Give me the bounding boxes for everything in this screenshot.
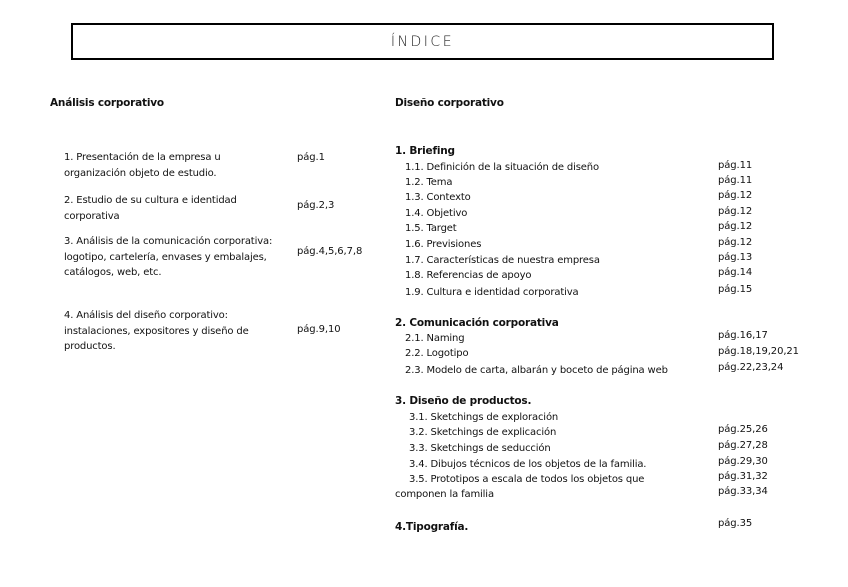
briefing-item-page: pág.12 <box>718 237 753 248</box>
left-item-1-page: pág.1 <box>297 152 325 163</box>
comunicacion-item-page: pág.22,23,24 <box>718 362 784 373</box>
section-comunicacion-title: 2. Comunicación corporativa <box>395 317 559 329</box>
briefing-item-page: pág.14 <box>718 267 753 278</box>
productos-item-page: pág.29,30 <box>718 456 768 467</box>
briefing-item-text: 1.1. Definición de la situación de diseño <box>405 162 599 173</box>
productos-item-page: pág.27,28 <box>718 440 768 451</box>
comunicacion-item-page: pág.18,19,20,21 <box>718 346 799 357</box>
comunicacion-item-page: pág.16,17 <box>718 330 768 341</box>
briefing-item-page: pág.13 <box>718 252 753 263</box>
left-item-1-text: 1. Presentación de la empresa u organización objeto de estudio. <box>64 152 221 179</box>
productos-item-page: pág.25,26 <box>718 424 768 435</box>
productos-item-text: 3.3. Sketchings de seducción <box>409 443 551 454</box>
productos-item-text: componen la familia <box>395 489 494 500</box>
left-item-3-text: 3. Análisis de la comunicación corporativa: logotipo, cartelería, envases y embalajes, catálogos, web, etc. <box>64 236 273 278</box>
left-item-2-page: pág.2,3 <box>297 200 335 211</box>
briefing-item-text: 1.2. Tema <box>405 177 453 188</box>
briefing-item-text: 1.6. Previsiones <box>405 239 482 250</box>
productos-item-text: 3.1. Sketchings de exploración <box>409 412 559 423</box>
tipografia-page: pág.35 <box>718 518 753 529</box>
briefing-item-text: 1.4. Objetivo <box>405 208 468 219</box>
briefing-item-text: 1.5. Target <box>405 223 457 234</box>
section-briefing-title: 1. Briefing <box>395 145 455 157</box>
briefing-item-page: pág.15 <box>718 284 753 295</box>
productos-item-text: 3.5. Prototipos a escala de todos los objetos que <box>409 474 645 485</box>
briefing-item-page: pág.12 <box>718 190 753 201</box>
briefing-item-page: pág.11 <box>718 175 753 186</box>
productos-item-page: pág.33,34 <box>718 486 768 497</box>
comunicacion-item-text: 2.3. Modelo de carta, albarán y boceto de página web <box>405 365 668 376</box>
section-tipografia-title: 4.Tipografía. <box>395 521 469 533</box>
briefing-item-page: pág.12 <box>718 221 753 232</box>
productos-item-page: pág.31,32 <box>718 471 768 482</box>
productos-item-text: 3.4. Dibujos técnicos de los objetos de la familia. <box>409 459 647 470</box>
left-item-3-page: pág.4,5,6,7,8 <box>297 246 363 257</box>
heading-analisis-corporativo: Análisis corporativo <box>50 97 164 109</box>
briefing-item-text: 1.8. Referencias de apoyo <box>405 270 532 281</box>
left-item-2-text: 2. Estudio de su cultura e identidad corporativa <box>64 195 237 222</box>
left-item-4-page: pág.9,10 <box>297 324 341 335</box>
comunicacion-item-text: 2.2. Logotipo <box>405 348 469 359</box>
index-title: ÍNDICE <box>71 23 774 60</box>
briefing-item-page: pág.11 <box>718 160 753 171</box>
briefing-item-text: 1.7. Características de nuestra empresa <box>405 255 600 266</box>
briefing-item-text: 1.9. Cultura e identidad corporativa <box>405 287 579 298</box>
briefing-item-text: 1.3. Contexto <box>405 192 471 203</box>
left-item-4-text: 4. Análisis del diseño corporativo: instalaciones, expositores y diseño de productos. <box>64 310 249 352</box>
heading-diseno-corporativo: Diseño corporativo <box>395 97 504 109</box>
comunicacion-item-text: 2.1. Naming <box>405 333 465 344</box>
briefing-item-page: pág.12 <box>718 206 753 217</box>
section-diseno-productos-title: 3. Diseño de productos. <box>395 395 532 407</box>
productos-item-text: 3.2. Sketchings de explicación <box>409 427 557 438</box>
